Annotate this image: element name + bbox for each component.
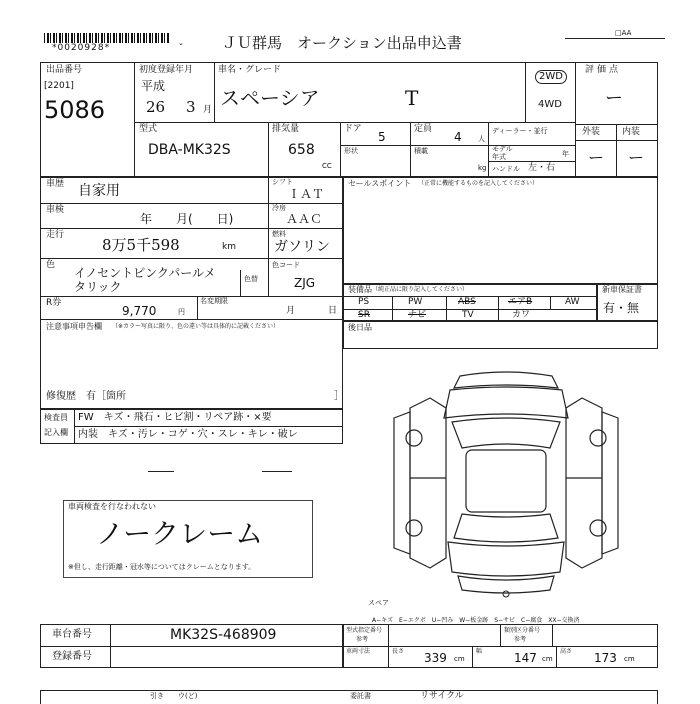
- model-year-label2: 年式: [492, 153, 506, 161]
- recycle-label: R券: [46, 298, 62, 308]
- no-claim-main: ノークレーム: [96, 517, 264, 550]
- handle-value[interactable]: 左・右: [528, 163, 556, 173]
- corner-line: [565, 38, 665, 39]
- car-label: 車名・グレード: [218, 65, 282, 75]
- equip-abs[interactable]: ABS: [458, 297, 476, 307]
- equip-airbag[interactable]: エアB: [508, 297, 533, 307]
- dash-mark: [148, 471, 174, 472]
- displacement-label: 排気量: [272, 124, 300, 134]
- equip-aw[interactable]: AW: [565, 297, 580, 307]
- drive-2wd[interactable]: 2WD: [535, 70, 567, 84]
- height-label: 高さ: [560, 648, 573, 655]
- serial-number: *0020928*: [52, 43, 111, 53]
- sales-point-label: セールスポイント: [348, 179, 412, 188]
- dash-mark: [262, 471, 292, 472]
- aircon-value[interactable]: ＡＡＣ: [286, 212, 323, 226]
- fuel-label: 燃料: [272, 230, 286, 238]
- length-label: 長さ: [392, 648, 405, 655]
- mileage-unit: km: [222, 242, 236, 252]
- notes-sub: （※カラー写真に限り、色の違い等は具体的に記載ください）: [112, 323, 280, 330]
- registration-label: 登録番号: [52, 651, 92, 662]
- no-claim-footer: ※但し、走行距離・冠水等についてはクレームとなります。: [68, 563, 256, 571]
- height-value[interactable]: 173: [594, 651, 617, 665]
- deadline-day-unit: 日: [328, 306, 338, 316]
- notes-label: 注意事項申告欄: [46, 322, 102, 331]
- body-type-label: 形状: [344, 147, 358, 155]
- dealer-label[interactable]: ディーラー・並行: [492, 127, 548, 135]
- inspection-value[interactable]: 年 月( 日): [140, 212, 234, 226]
- spare-label: スペア: [368, 599, 389, 607]
- fuel-value[interactable]: ガソリン: [274, 239, 330, 255]
- inspector-label2: 記入欄: [44, 428, 68, 437]
- history-value[interactable]: 自家用: [78, 183, 120, 199]
- model-year-unit: 年: [562, 150, 569, 158]
- equip-pw[interactable]: PW: [408, 297, 423, 307]
- doors-value[interactable]: 5: [378, 130, 386, 144]
- int-value[interactable]: ー: [628, 148, 645, 167]
- load-unit: kg: [478, 164, 487, 172]
- equip-leather[interactable]: カワ: [512, 310, 531, 320]
- car-grade[interactable]: T: [405, 86, 419, 110]
- width-value[interactable]: 147: [514, 651, 537, 665]
- model-label: 型式: [139, 124, 158, 134]
- repair-close: ］: [334, 391, 344, 402]
- recycle-unit: 円: [178, 308, 185, 316]
- deadline-label: 名変期限: [200, 297, 228, 305]
- equip-ps[interactable]: PS: [358, 297, 370, 307]
- repair-label[interactable]: 修復歴 有［箇所: [46, 391, 126, 402]
- ext-value[interactable]: ー: [588, 148, 605, 167]
- doors-label: ドア: [344, 124, 362, 134]
- chevron-down-icon: ⌄: [178, 39, 184, 47]
- displacement-unit: CC: [322, 162, 332, 170]
- car-damage-diagram[interactable]: [390, 368, 622, 600]
- width-unit: cm: [542, 655, 553, 663]
- score-value[interactable]: ー: [605, 88, 623, 109]
- model-year-label1: モデル: [492, 145, 513, 153]
- reg-month[interactable]: 3: [186, 98, 196, 116]
- color-num-label: 色替: [244, 275, 258, 283]
- color-line2[interactable]: タリック: [74, 280, 122, 294]
- form-title: ＪＵ群馬 オークション出品申込書: [222, 34, 462, 52]
- aircon-label: 冷房: [272, 204, 286, 212]
- deadline-month-unit: 月: [286, 306, 296, 316]
- int-label: 内装: [622, 127, 641, 137]
- bottom-cell-1: 引き: [150, 692, 164, 700]
- bottom-cell-3: リサイクル: [420, 691, 464, 701]
- equip-sr[interactable]: SR: [358, 310, 370, 320]
- bottom-cell-2: ウ(ど): [178, 692, 198, 700]
- aftermarket-box: [343, 321, 658, 349]
- length-unit: cm: [454, 655, 465, 663]
- color-label: 色: [46, 260, 56, 270]
- displacement-value[interactable]: 658: [288, 142, 315, 158]
- reg-label: 初度登録年月: [139, 65, 194, 75]
- length-value[interactable]: 339: [424, 651, 447, 665]
- type-spec-label: 型式指定番号: [346, 627, 383, 634]
- chassis-label: 車台番号: [52, 629, 92, 640]
- capacity-value[interactable]: 4: [454, 130, 462, 144]
- lot-number[interactable]: 5086: [44, 96, 106, 124]
- history-label: 車歴: [46, 179, 65, 189]
- damage-legend: A−キズ E−エクボ U−凹み W−板金跡 S−サビ C−腐食 XX−交換済: [372, 617, 580, 624]
- bottom-cell-4: 委託書: [350, 692, 371, 700]
- corner-mark: □AA: [615, 29, 632, 37]
- sales-point-box: [343, 177, 658, 284]
- no-claim-header: 車両検査を行なわれない: [68, 502, 156, 511]
- inspector-label1: 検査員: [44, 413, 68, 422]
- load-label: 積載: [414, 147, 428, 155]
- color-code-label: 色コード: [272, 261, 300, 269]
- mileage-label: 走行: [46, 230, 65, 240]
- barcode: [44, 33, 169, 43]
- drive-4wd[interactable]: 4WD: [538, 99, 562, 110]
- sales-point-sub: （正常に機能するものを記入してください）: [418, 180, 539, 187]
- reg-month-unit: 月: [203, 105, 213, 115]
- color-code-value[interactable]: ZJG: [294, 276, 316, 290]
- model-value[interactable]: DBA-MK32S: [148, 142, 231, 158]
- recycle-value[interactable]: 9,770: [122, 304, 157, 318]
- inspector-row2: 内装 キズ・汚レ・コゲ・穴・スレ・キレ・破レ: [78, 429, 298, 440]
- width-label: 幅: [476, 648, 483, 655]
- equipment-sub: （純正品に限り記入してください）: [372, 286, 469, 293]
- lot-sub: [2201]: [44, 81, 74, 91]
- reg-year[interactable]: 26: [146, 98, 166, 116]
- equip-navi[interactable]: ナビ: [408, 310, 427, 320]
- capacity-label: 定員: [414, 124, 433, 134]
- aftermarket-label: 後日品: [348, 323, 372, 332]
- shift-value[interactable]: ＩＡＴ: [288, 187, 325, 201]
- color-line1[interactable]: イノセントピンクパールメ: [74, 266, 216, 280]
- capacity-unit: 人: [478, 135, 485, 143]
- equip-tv[interactable]: TV: [462, 310, 474, 320]
- manual-value[interactable]: 有・無: [603, 301, 640, 315]
- car-name[interactable]: スペーシア: [220, 86, 320, 110]
- type-spec-sub: 参考: [356, 636, 369, 643]
- lot-label: 出品番号: [46, 65, 83, 75]
- handle-label: ハンドル: [492, 165, 520, 173]
- manual-label: 新車保証書: [602, 285, 642, 294]
- equipment-label: 装備品: [348, 285, 372, 294]
- inspector-row1: FW キズ・飛石・ヒビ割・リペア跡・×要: [78, 412, 272, 423]
- dims-label: 車両寸法: [346, 648, 371, 655]
- score-label: 評価点: [585, 65, 622, 75]
- reg-era[interactable]: 平成: [141, 79, 166, 93]
- chassis-value[interactable]: MK32S-468909: [170, 627, 277, 643]
- inspection-label: 車検: [46, 205, 65, 215]
- class-label: 類別区分番号: [504, 627, 541, 634]
- ext-label: 外装: [582, 127, 601, 137]
- class-sub: 参考: [514, 636, 527, 643]
- mileage-value[interactable]: 8万5千598: [102, 236, 180, 254]
- bottom-row: [40, 690, 658, 704]
- height-unit: cm: [624, 655, 635, 663]
- shift-label: シフト: [272, 178, 293, 186]
